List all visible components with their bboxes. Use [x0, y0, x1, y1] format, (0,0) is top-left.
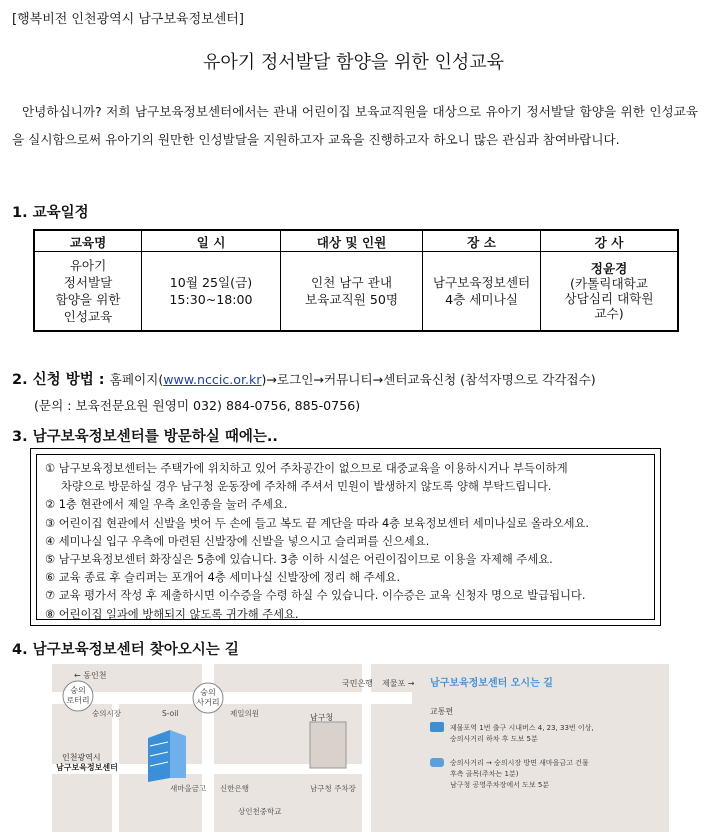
note-item: ⑧ 어린이집 일과에 방해되지 않도록 귀가해 주세요.: [45, 607, 299, 621]
map-heading: 남구보육정보센터 오시는 길: [430, 678, 553, 689]
section4-title: 4. 남구보육정보센터 찾아오시는 길: [12, 642, 239, 658]
map-sungui-sageori: 숭의: [200, 688, 216, 697]
map-sungui: 숭의: [70, 686, 86, 695]
svg-text:사거리: 사거리: [196, 698, 220, 707]
schedule-header-row: [34, 230, 678, 252]
map-shinhyup: 신한은행: [220, 784, 249, 793]
schedule-table: [33, 229, 679, 332]
map-jebongpo: 제물포 →: [382, 679, 415, 688]
map-drawing: [52, 664, 669, 832]
page-title: 유아기 정서발달 함양을 위한 인성교육: [202, 52, 505, 73]
svg-text:로터리: 로터리: [66, 696, 90, 705]
cell-instructor: 정윤경 (카톨릭대학교 상담심리 대학원 교수): [541, 252, 679, 332]
col-header-target: 대상 및 인원: [281, 230, 423, 252]
cell-name: 유아기 정서발달 함양을 위한 인성교육: [34, 252, 142, 332]
apply-prefix: 홈페이지(: [109, 372, 164, 387]
section3-title: 3. 남구보육정보센터를 방문하실 때에는..: [12, 429, 278, 445]
right-road: [362, 664, 371, 832]
col-header-date: 일 시: [142, 230, 281, 252]
bus-icon: [430, 722, 444, 732]
note-item: ④ 세미나실 입구 우측에 마련된 신발장에 신발을 넣으시고 슬리퍼를 신으세요.: [45, 534, 430, 548]
cell-target: 인천 남구 관내 보육교직원 50명: [281, 252, 423, 332]
map-saemaeul: 새마을금고: [170, 784, 207, 793]
apply-suffix: )→로그인→커뮤니티→센터교육신청 (참석자명으로 각각접수): [261, 372, 596, 387]
col-header-instructor: 강 사: [541, 230, 679, 252]
main-road: [52, 692, 412, 704]
note-item: ② 1층 현관에서 제일 우측 초인종을 눌러 주세요.: [45, 498, 288, 512]
map-car-line-3: 남구청 공영주차장에서 도보 5분: [450, 781, 550, 789]
section2: [12, 368, 596, 389]
map-stadium: 남구청 주차장: [310, 784, 356, 793]
col-header-place: 장 소: [423, 230, 541, 252]
map-car-line-2: 후측 골목(주차는 1분): [450, 770, 519, 778]
car-icon: [430, 758, 444, 767]
map-soil: S-oil: [162, 709, 179, 718]
cell-date: 10월 25일(금) 15:30~18:00: [142, 252, 281, 332]
map-sungui-market: 숭의시장: [92, 709, 121, 718]
map-namgu-office: 남구청: [310, 713, 334, 722]
map-car-line-1: 숭의사거리 → 숭의시장 방면 새마을금고 건물: [450, 759, 589, 767]
note-item: ⑦ 교육 평가서 작성 후 제출하시면 이수증을 수령 하실 수 있습니다. 이수증은 교육 신청자 명으로 발급됩니다.: [45, 589, 586, 603]
header-tag: [행복비전 인천광역시 남구보육정보센터]: [12, 12, 244, 27]
map-dongincheon: ← 동인천: [74, 671, 107, 680]
map-jeil: 제일의원: [230, 709, 259, 718]
schedule-row: [34, 252, 678, 332]
map-bus-line-2: 숭의사거리 하차 후 도보 5분: [450, 735, 538, 743]
note-item: ⑥ 교육 종료 후 슬리퍼는 포개어 4층 세미나실 신발장에 정리 해 주세요.: [45, 571, 401, 585]
visit-notes-box: [36, 454, 655, 620]
cell-place: 남구보육정보센터 4층 세미나실: [423, 252, 541, 332]
center-building-icon: [148, 730, 186, 782]
map-sangin: 상인천중학교: [238, 807, 282, 816]
map-transit-title: 교통편: [430, 707, 454, 716]
note-item: 차량으로 방문하실 경우 남구청 운동장에 주차해 주셔서 민원이 발생하지 않도록 양해 부탁드립니다.: [61, 480, 552, 494]
map-center-label-2: 남구보육정보센터: [56, 763, 118, 772]
namgu-office-block: [310, 722, 346, 768]
section1-title: 1. 교육일정: [12, 205, 89, 221]
contact-line: (문의 : 보육전문요원 원영미 032) 884-0756, 885-0756): [34, 398, 361, 413]
section2-title: 2. 신청 방법 :: [12, 372, 105, 388]
note-item: ① 남구보육정보센터는 주택가에 위치하고 있어 주차공간이 없으므로 대중교육을 이용하시거나 부득이하게: [45, 462, 568, 475]
note-item: ③ 어린이집 현관에서 신발을 벗어 두 손에 들고 복도 끝 계단을 따라 4층 보육정보센터 세미나실로 올라오세요.: [45, 516, 590, 530]
intro-paragraph: 안녕하십니까? 저희 남구보육정보센터에서는 관내 어린이집 보육교직원을 대상으로 유아기 정서발달 함양을 위한 인성교육을 실시함으로써 유아기의 원만한 인성발달을 지원하고자 교육을 진행하고자 하오니 많은 관심과 참여바랍니다.: [12, 104, 698, 147]
instructor-name: 정윤경: [590, 261, 628, 276]
homepage-link[interactable]: www.nccic.or.kr: [163, 372, 262, 387]
col-header-name: 교육명: [34, 230, 142, 252]
map-bus-line-1: 제물포역 1번 출구 시내버스 4, 23, 33번 이상,: [450, 724, 594, 732]
map-gukmin: 국민은행: [342, 679, 373, 688]
note-item: ⑤ 남구보육정보센터 화장실은 5층에 있습니다. 3층 이하 시설은 어린이집이므로 이용을 자제해 주세요.: [45, 553, 553, 567]
map-center-label-1: 인천광역시: [62, 753, 101, 762]
location-map: [52, 664, 669, 832]
